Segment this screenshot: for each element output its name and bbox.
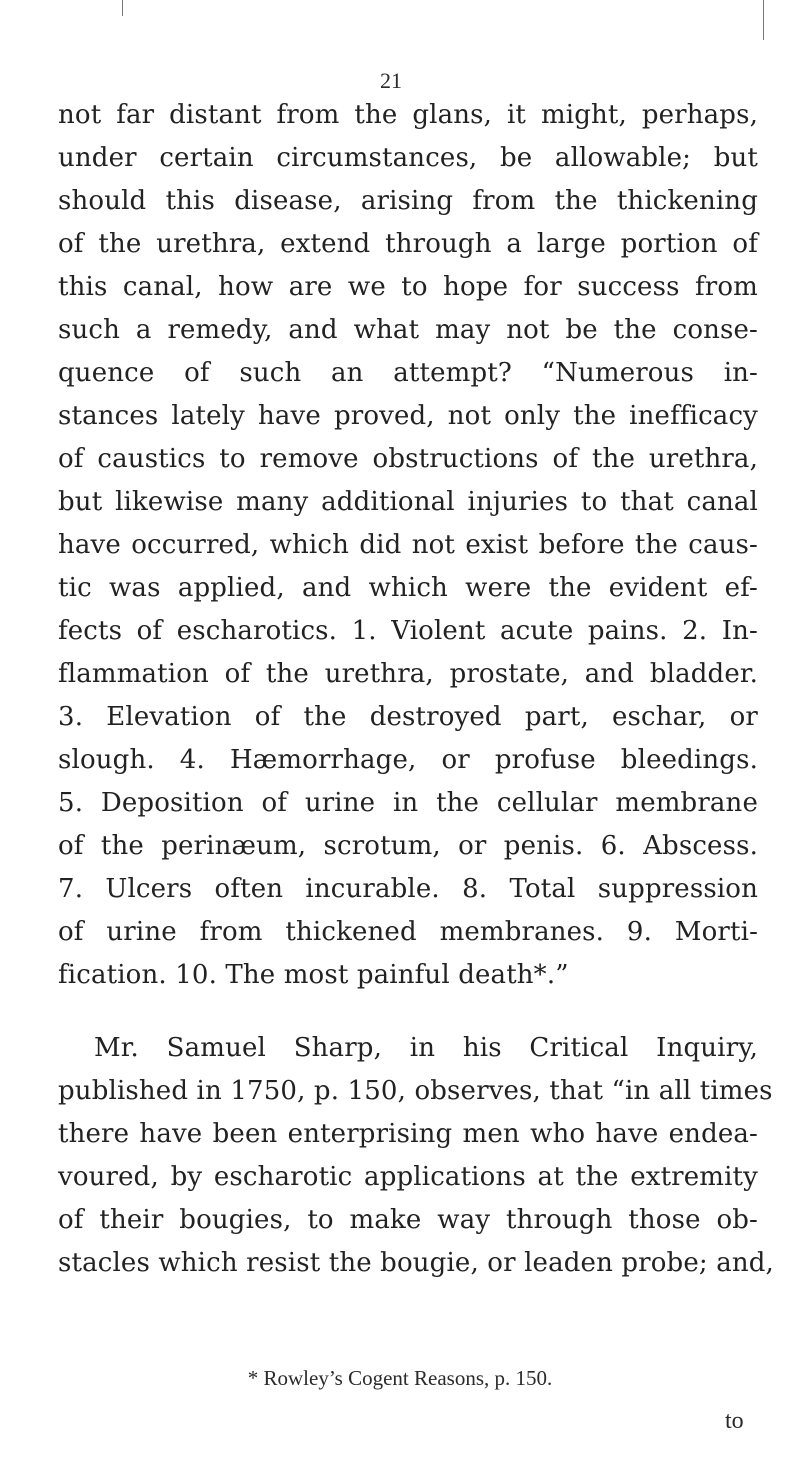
text-line: have occurred, which did not exist before the caus- (58, 530, 758, 560)
body-text (58, 94, 774, 1285)
text-line: stances lately have proved, not only the inefficacy (58, 401, 758, 431)
text-line: but likewise many additional injuries to that canal (58, 487, 758, 517)
text-line: 7. Ulcers often incurable. 8. Total suppression (58, 874, 758, 904)
text-line: 3. Elevation of the destroyed part, eschar, or (58, 702, 758, 732)
text-line: published in 1750, p. 150, observes, that “in all times (58, 1076, 773, 1106)
text-line: there have been enterprising men who have endea- (58, 1119, 758, 1149)
text-line: this canal, how are we to hope for success from (58, 272, 758, 302)
text-line: of the urethra, extend through a large portion of (58, 229, 758, 259)
text-line: of the perinæum, scrotum, or penis. 6. Abscess. (58, 831, 758, 861)
text-line: slough. 4. Hæmorrhage, or profuse bleedings. (58, 745, 758, 775)
text-line: should this disease, arising from the thickening (58, 186, 758, 216)
scan-artifact-line (122, 0, 123, 16)
catchword: to (725, 1408, 744, 1434)
footnote: * Rowley’s Cogent Reasons, p. 150. (247, 1366, 553, 1390)
text-line: voured, by escharotic applications at the extremity (58, 1162, 758, 1192)
text-line: such a remedy, and what may not be the conse- (58, 315, 758, 345)
text-line: of caustics to remove obstructions of the urethra, (58, 444, 758, 474)
text-line: tic was applied, and which were the evident ef- (58, 573, 758, 603)
text-line: fication. 10. The most painful death*.” (58, 960, 569, 990)
text-line: 5. Deposition of urine in the cellular membrane (58, 788, 758, 818)
scan-artifact-line (763, 0, 764, 40)
text-line: Mr. Samuel Sharp, in his Critical Inquiry, (94, 1033, 758, 1063)
text-line: stacles which resist the bougie, or leaden probe; and, (58, 1248, 774, 1278)
text-line: flammation of the urethra, prostate, and bladder. (58, 659, 758, 689)
page-number: 21 (380, 68, 402, 93)
text-line: not far distant from the glans, it might, perhaps, (58, 100, 758, 130)
text-line: quence of such an attempt? “Numerous in- (58, 358, 758, 388)
text-line: of their bougies, to make way through those ob- (58, 1205, 758, 1235)
text-line: of urine from thickened membranes. 9. Morti- (58, 917, 758, 947)
text-line: under certain circumstances, be allowable; but (58, 143, 758, 173)
text-line: fects of escharotics. 1. Violent acute pains. 2. In- (58, 616, 758, 646)
